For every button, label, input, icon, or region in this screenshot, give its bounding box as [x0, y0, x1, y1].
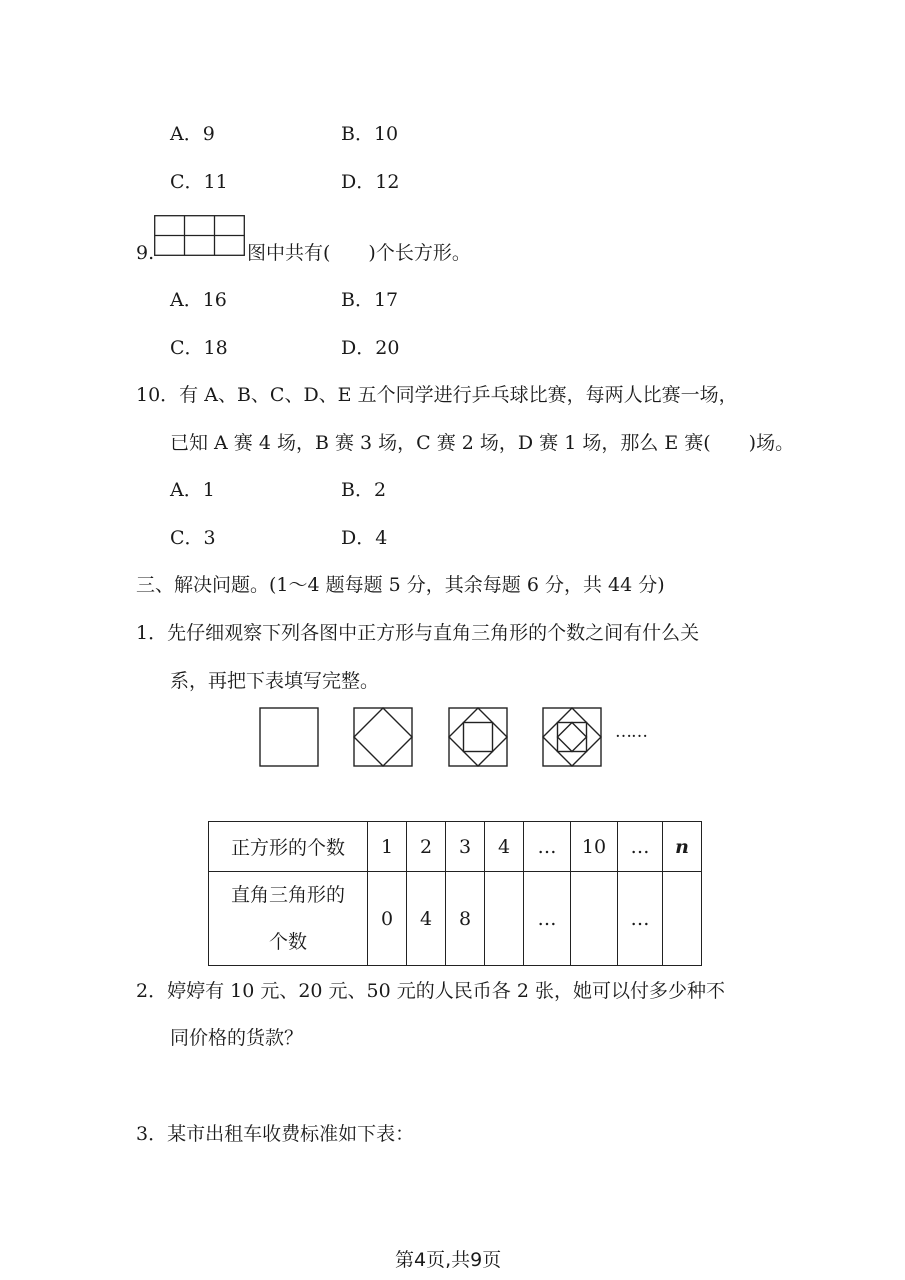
table-cell — [663, 872, 702, 966]
p2-line2: 同价格的货款？ — [170, 1027, 304, 1049]
figure-3-squares — [448, 707, 508, 767]
q9-option-b: B．17 — [341, 289, 399, 311]
q9-option-c: C．18 — [170, 337, 228, 359]
q9-text: 图中共有( )个长方形。 — [247, 242, 471, 264]
figure-1-square — [259, 707, 319, 767]
row-header-triangles — [209, 872, 368, 966]
table-cell: … — [524, 822, 571, 872]
p3-line1: 3．某市出租车收费标准如下表： — [136, 1123, 415, 1145]
table-cell — [571, 872, 618, 966]
squares-triangles-table — [208, 821, 702, 966]
row-header-squares: 正方形的个数 — [209, 822, 368, 872]
row-header-triangles-line2: 个数 — [268, 930, 307, 953]
q8-option-a: A．9 — [170, 123, 215, 145]
table-cell: 2 — [407, 822, 446, 872]
q10-option-a: A．1 — [170, 479, 215, 501]
q9-option-a: A．16 — [170, 289, 227, 311]
table-cell: 3 — [446, 822, 485, 872]
page-number: 第4页,共9页 — [395, 1249, 502, 1271]
q10-option-d: D．4 — [341, 527, 388, 549]
section-heading: 三、解决问题。(1～4 题每题 5 分，其余每题 6 分，共 44 分) — [136, 574, 665, 596]
q9-rectangle-grid-figure — [154, 215, 244, 255]
q10-option-c: C．3 — [170, 527, 216, 549]
table-cell: … — [618, 872, 663, 966]
figures-ellipsis: …… — [615, 722, 647, 742]
table-cell: … — [524, 872, 571, 966]
q10-line1: 10．有 A、B、C、D、E 五个同学进行乒乓球比赛，每两人比赛一场， — [136, 384, 738, 406]
p1-line2: 系，再把下表填写完整。 — [170, 670, 380, 692]
row-header-triangles-line1: 直角三角形的 — [230, 883, 345, 906]
table-cell: n — [663, 822, 702, 872]
q10-line2: 已知 A 赛 4 场，B 赛 3 场，C 赛 2 场，D 赛 1 场，那么 E 赛( )场。 — [170, 432, 795, 454]
q9-option-d: D．20 — [341, 337, 400, 359]
q8-option-b: B．10 — [341, 123, 399, 145]
q10-option-b: B．2 — [341, 479, 387, 501]
table-row — [209, 822, 702, 872]
p1-line1: 1．先仔细观察下列各图中正方形与直角三角形的个数之间有什么关 — [136, 622, 700, 644]
q9-number: 9. — [136, 242, 155, 264]
figure-2-squares — [353, 707, 413, 767]
table-row — [209, 872, 702, 966]
table-cell: 10 — [571, 822, 618, 872]
table-cell: 8 — [446, 872, 485, 966]
table-cell — [485, 872, 524, 966]
table-cell: … — [618, 822, 663, 872]
table-cell: 4 — [407, 872, 446, 966]
p2-line1: 2．婷婷有 10 元、20 元、50 元的人民币各 2 张，她可以付多少种不 — [136, 980, 725, 1002]
table-cell: 0 — [368, 872, 407, 966]
q8-option-c: C．11 — [170, 171, 228, 193]
figure-4-squares — [542, 707, 602, 767]
table-cell: 4 — [485, 822, 524, 872]
q8-option-d: D．12 — [341, 171, 400, 193]
table-cell: 1 — [368, 822, 407, 872]
